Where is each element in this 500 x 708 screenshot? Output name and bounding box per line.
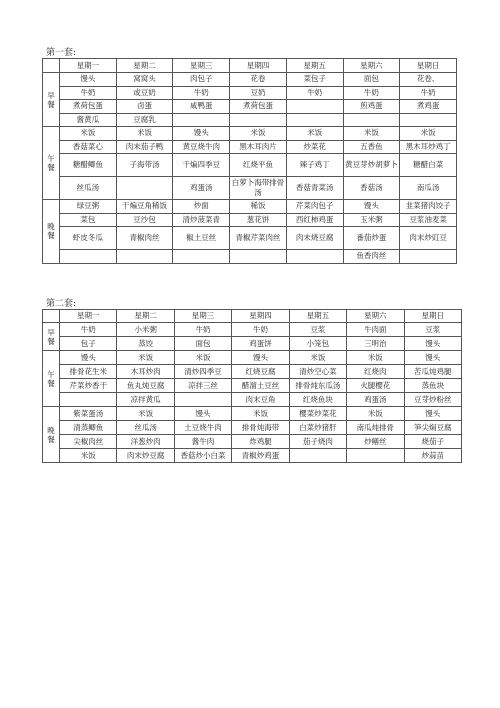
menu-row [43,100,457,114]
menu-cell: 红烧肉 [347,365,404,379]
day-header: 星期日 [400,59,457,73]
menu-cell: 韭菜猪肉饺子 [400,200,457,214]
menu-cell: 肉末烧豆腐 [286,227,343,250]
menu-cell: 五香鱼 [343,140,400,154]
menu-cell: 牛肉面 [347,323,404,337]
menu-cell: 青椒肉丝 [116,227,173,250]
menu-row [43,73,457,87]
menu-cell: 白菜炒猪肝 [289,421,346,435]
menu-cell: 虾皮冬瓜 [60,227,117,250]
menu-cell: 红烧平鱼 [230,154,287,177]
menu-cell: 苦瓜炖鸡腿 [404,365,461,379]
menu-cell: 丝瓜汤 [117,421,174,435]
menu-cell: 酱黄瓜 [60,113,117,127]
menu-cell: 南瓜炖排骨 [347,421,404,435]
menu-cell: 绿豆粥 [60,200,117,214]
menu-cell: 米饭 [232,407,289,421]
menu-cell: 米饭 [343,127,400,141]
menu-cell: 芹菜肉包子 [286,200,343,214]
menu-cell: 西红柿鸡蛋 [286,213,343,227]
day-header: 星期二 [116,59,173,73]
set1-menu-table [42,58,457,264]
menu-cell: 酱牛肉 [174,435,231,449]
menu-cell: 小笼包 [289,337,346,351]
menu-cell: 烧茄子 [404,435,461,449]
meal-label: 午 餐 [43,351,60,407]
day-header: 星期六 [343,59,400,73]
menu-cell: 清炒菠菜青 [173,213,230,227]
header-corner [43,310,60,323]
menu-row [43,140,457,154]
meal-label: 晚 餐 [43,200,60,264]
menu-cell: 玉米粥 [343,213,400,227]
menu-cell: 牛奶 [60,86,117,100]
menu-cell: 木耳炒肉 [117,365,174,379]
menu-cell: 排骨炖东瓜汤 [289,379,346,393]
menu-cell: 馒头 [174,407,231,421]
menu-cell: 煮荷包蛋 [230,100,287,114]
menu-cell: 花卷、 [400,73,457,87]
menu-cell: 面包 [174,337,231,351]
menu-cell: 香菇菜心 [60,140,117,154]
menu-cell: 米饭 [286,127,343,141]
menu-cell: 醋溜土豆丝 [232,379,289,393]
menu-cell: 煮荷包蛋 [60,100,117,114]
menu-cell: 糖醋白菜 [400,154,457,177]
menu-cell: 香菇炒小白菜 [174,449,231,463]
menu-cell: 稀饭 [230,200,287,214]
menu-cell: 馒头 [404,351,461,365]
day-header: 星期三 [174,310,231,323]
menu-cell: 米饭 [60,127,117,141]
menu-cell: 米饭 [347,351,404,365]
header-corner [43,59,60,73]
menu-cell [60,393,117,407]
menu-cell: 炒菜花 [286,140,343,154]
menu-cell: 尖椒肉丝 [60,435,117,449]
menu-cell: 干煸豆角稀饭 [116,200,173,214]
menu-cell: 辣子鸡丁 [286,154,343,177]
menu-row [43,379,462,393]
menu-cell: 米饭 [117,407,174,421]
menu-cell: 馒头 [404,407,461,421]
menu-cell [116,250,173,264]
menu-cell: 小米粥 [117,323,174,337]
menu-cell: 蒸饺 [117,337,174,351]
day-header: 星期六 [347,310,404,323]
menu-cell: 豆奶 [230,86,287,100]
menu-cell: 三明治 [347,337,404,351]
menu-cell: 黄豆芽炒胡萝卜 [343,154,400,177]
menu-cell: 炒蒜苗 [404,449,461,463]
day-header: 星期一 [60,59,117,73]
menu-cell: 米饭 [117,351,174,365]
menu-cell: 火腿樱花 [347,379,404,393]
menu-cell: 椒土豆丝 [173,227,230,250]
day-header: 星期三 [173,59,230,73]
menu-row [43,351,462,365]
menu-cell: 豆浆 [404,323,461,337]
day-header: 星期一 [60,310,117,323]
menu-cell: 清炒四季豆 [174,365,231,379]
menu-row [43,113,457,127]
menu-cell: 牛奶 [60,323,117,337]
menu-row [43,365,462,379]
menu-cell: 茄子烧肉 [289,435,346,449]
menu-cell: 洋葱炒肉 [117,435,174,449]
menu-cell: 南瓜汤 [400,177,457,200]
menu-row [43,213,457,227]
menu-cell: 黑木耳肉片 [230,140,287,154]
menu-cell: 蒸鱼块 [404,379,461,393]
menu-cell: 豆浆油麦菜 [400,213,457,227]
menu-cell: 肉末炒豆腐 [117,449,174,463]
meal-label: 早 餐 [43,323,60,351]
menu-cell: 馒头 [60,73,117,87]
menu-cell: 糖醋鲫鱼 [60,154,117,177]
menu-cell: 馒头 [173,127,230,141]
menu-cell: 子海带汤 [116,154,173,177]
menu-cell: 黄豆烧牛肉 [173,140,230,154]
menu-cell: 炒鳝丝 [347,435,404,449]
menu-cell: 清炒空心菜 [289,365,346,379]
meal-label: 早 餐 [43,73,60,127]
menu-cell: 咸鸭蛋 [173,100,230,114]
menu-cell [174,393,231,407]
meal-label: 午 餐 [43,127,60,200]
menu-cell: 牛奶 [173,86,230,100]
menu-cell [343,113,400,127]
menu-cell: 炸鸡腿 [232,435,289,449]
menu-cell: 煮鸡蛋 [400,100,457,114]
menu-cell: 丝瓜汤 [60,177,117,200]
menu-row [43,421,462,435]
menu-row [43,407,462,421]
menu-cell: 米饭 [400,127,457,141]
menu-cell: 豆芽炒粉丝 [404,393,461,407]
menu-cell: 番茄炒蛋 [343,227,400,250]
day-header: 星期四 [232,310,289,323]
menu-cell: 豆腐乳 [116,113,173,127]
menu-cell: 鸡蛋饼 [232,337,289,351]
menu-cell: 香菇青菜汤 [286,177,343,200]
menu-cell: 米饭 [230,127,287,141]
menu-cell: 豆浆 [289,323,346,337]
menu-cell: 炒面 [173,200,230,214]
set1-title: 第一套: [46,48,77,58]
menu-cell [60,250,117,264]
menu-cell: 馒头 [232,351,289,365]
menu-cell [230,113,287,127]
menu-row [43,393,462,407]
menu-cell: 卤蛋 [116,100,173,114]
menu-cell: 牛奶 [343,86,400,100]
menu-row [43,86,457,100]
day-header: 星期二 [117,310,174,323]
menu-cell: 包子 [60,337,117,351]
menu-cell: 牛奶 [400,86,457,100]
day-header: 星期五 [286,59,343,73]
day-header: 星期五 [289,310,346,323]
menu-cell: 鱼香肉丝 [343,250,400,264]
menu-cell: 米饭 [289,351,346,365]
menu-cell: 排骨花生米 [60,365,117,379]
menu-cell [230,250,287,264]
menu-row [43,154,457,177]
menu-cell: 紫菜蛋汤 [60,407,117,421]
menu-cell: 凉拌三丝 [174,379,231,393]
menu-cell: 馒头 [343,200,400,214]
menu-cell: 芹菜炒香干 [60,379,117,393]
menu-row [43,250,457,264]
menu-cell [347,449,404,463]
menu-cell: 葱花饼 [230,213,287,227]
menu-row [43,200,457,214]
menu-cell [173,250,230,264]
menu-cell: 煎鸡蛋 [343,100,400,114]
menu-row [43,177,457,200]
menu-cell: 笋尖焖豆腐 [404,421,461,435]
menu-cell: 青椒芹菜肉丝 [230,227,287,250]
meal-label: 晚 餐 [43,407,60,463]
menu-cell [400,113,457,127]
menu-cell: 牛奶 [286,86,343,100]
menu-cell: 凉拌黄瓜 [117,393,174,407]
menu-cell: 鸡蛋汤 [347,393,404,407]
menu-cell: 排骨炖海带 [232,421,289,435]
menu-cell: 花卷 [230,73,287,87]
menu-cell: 米饭 [60,449,117,463]
menu-cell: 香菇汤 [343,177,400,200]
day-header: 星期四 [230,59,287,73]
day-header: 星期日 [404,310,461,323]
menu-row [43,435,462,449]
menu-cell: 白萝卜海带排骨汤 [230,177,287,200]
menu-cell [116,177,173,200]
menu-cell: 干煸四季豆 [173,154,230,177]
menu-cell: 馒头 [404,337,461,351]
menu-row [43,337,462,351]
menu-cell: 鱼丸炖豆腐 [117,379,174,393]
menu-cell: 红烧鱼块 [289,393,346,407]
menu-cell: 樱菜炒菜花 [289,407,346,421]
menu-cell: 窝窝头 [116,73,173,87]
menu-cell: 豆沙包 [116,213,173,227]
menu-row [43,449,462,463]
set2-menu-table [42,309,462,463]
menu-cell: 牛奶 [174,323,231,337]
menu-cell: 米饭 [347,407,404,421]
menu-row [43,323,462,337]
menu-cell: 或豆奶 [116,86,173,100]
menu-cell: 面包 [343,73,400,87]
menu-cell: 肉末豆角 [232,393,289,407]
menu-cell: 清蒸鲫鱼 [60,421,117,435]
menu-cell: 米饭 [174,351,231,365]
menu-cell: 米饭 [116,127,173,141]
menu-cell [173,113,230,127]
menu-cell: 土豆烧牛肉 [174,421,231,435]
menu-cell: 肉末炒豇豆 [400,227,457,250]
menu-cell: 菜包 [60,213,117,227]
menu-cell [289,449,346,463]
menu-cell: 青椒炒鸡蛋 [232,449,289,463]
menu-row [43,127,457,141]
menu-cell [400,250,457,264]
menu-cell: 红烧豆腐 [232,365,289,379]
menu-cell [286,113,343,127]
menu-cell: 肉末茄子鸭 [116,140,173,154]
menu-cell: 牛奶 [232,323,289,337]
menu-cell: 鸡蛋汤 [173,177,230,200]
menu-cell: 菜包子 [286,73,343,87]
set2-title: 第二套: [46,299,77,309]
menu-cell [286,100,343,114]
menu-cell: 肉包子 [173,73,230,87]
menu-cell [286,250,343,264]
menu-cell: 馒头 [60,351,117,365]
menu-cell: 黑木耳炒鸡丁 [400,140,457,154]
menu-row [43,227,457,250]
